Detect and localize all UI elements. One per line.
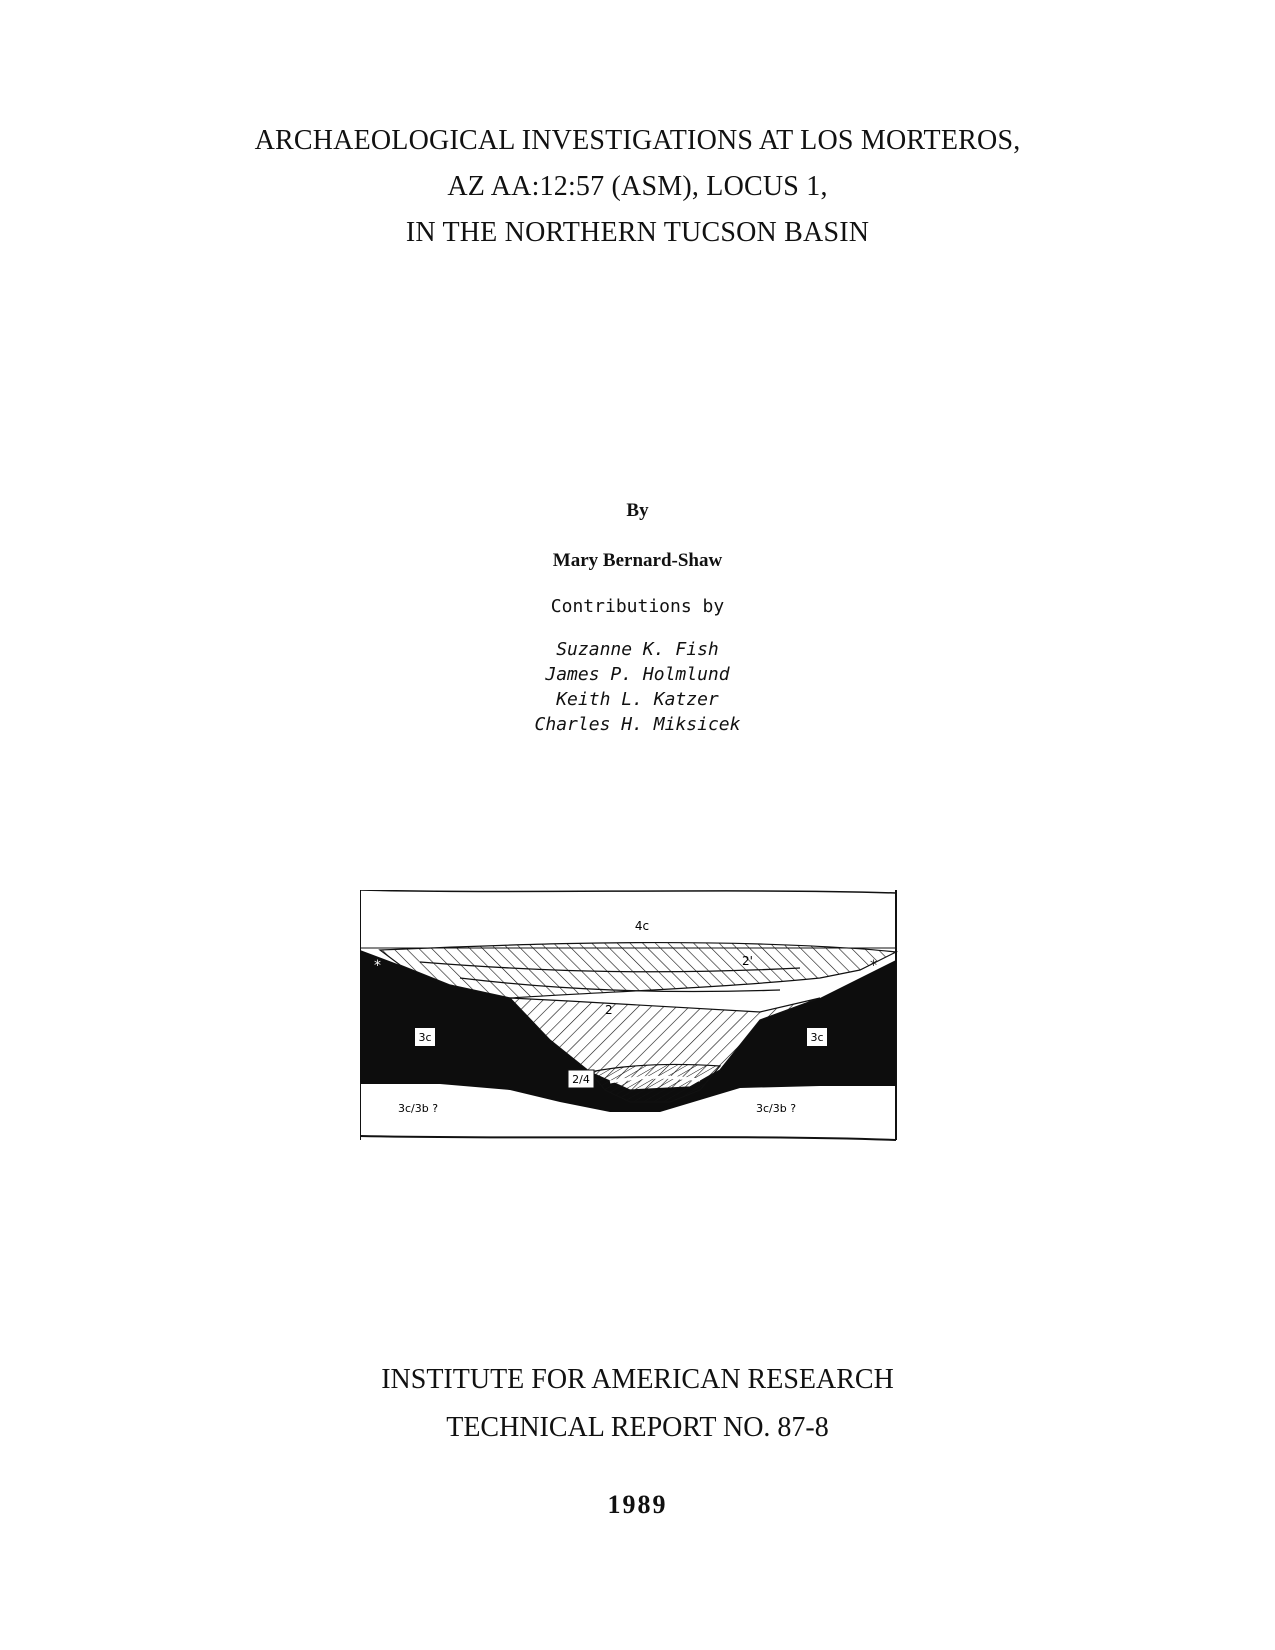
- contributions-label: Contributions by: [550, 596, 725, 617]
- frame-bottom: [360, 1136, 896, 1140]
- byline: [0, 500, 1275, 737]
- contributor: James P. Holmlund: [545, 664, 730, 685]
- label-3c-right: 3c: [810, 1031, 824, 1044]
- asterisk-left: *: [374, 958, 381, 974]
- label-3c-3b-left: 3c/3b ?: [398, 1102, 439, 1115]
- footer-block: [0, 1356, 1275, 1520]
- author-name: Mary Bernard-Shaw: [552, 550, 723, 571]
- asterisk-right: *: [870, 958, 877, 974]
- by-label: By: [626, 500, 649, 521]
- label-2-4: 2/4: [572, 1073, 590, 1086]
- label-4c: 4c: [634, 919, 650, 933]
- title-line-3: IN THE NORTHERN TUCSON BASIN: [405, 217, 870, 248]
- label-2-prime: 2': [742, 954, 753, 968]
- contributor: Charles H. Miksicek: [534, 714, 741, 735]
- title-block: [0, 118, 1275, 256]
- publication-year: 1989: [607, 1490, 668, 1519]
- contributors-list: [0, 637, 1275, 737]
- report-number: TECHNICAL REPORT NO. 87-8: [446, 1412, 829, 1443]
- frame-top: [360, 890, 896, 893]
- contributor: Keith L. Katzer: [556, 689, 719, 710]
- contributor: Suzanne K. Fish: [556, 639, 719, 660]
- label-2-center: 2: [605, 1003, 613, 1017]
- profile-drawing: [360, 890, 920, 1160]
- stratigraphic-profile-figure: [360, 890, 920, 1160]
- label-3c-3b-right: 3c/3b ?: [756, 1102, 797, 1115]
- title-line-1: ARCHAEOLOGICAL INVESTIGATIONS AT LOS MORTEROS,: [254, 125, 1021, 156]
- label-3c-left: 3c: [418, 1031, 432, 1044]
- title-line-2: AZ AA:12:57 (ASM), LOCUS 1,: [447, 171, 828, 202]
- institute-name: INSTITUTE FOR AMERICAN RESEARCH: [381, 1364, 894, 1395]
